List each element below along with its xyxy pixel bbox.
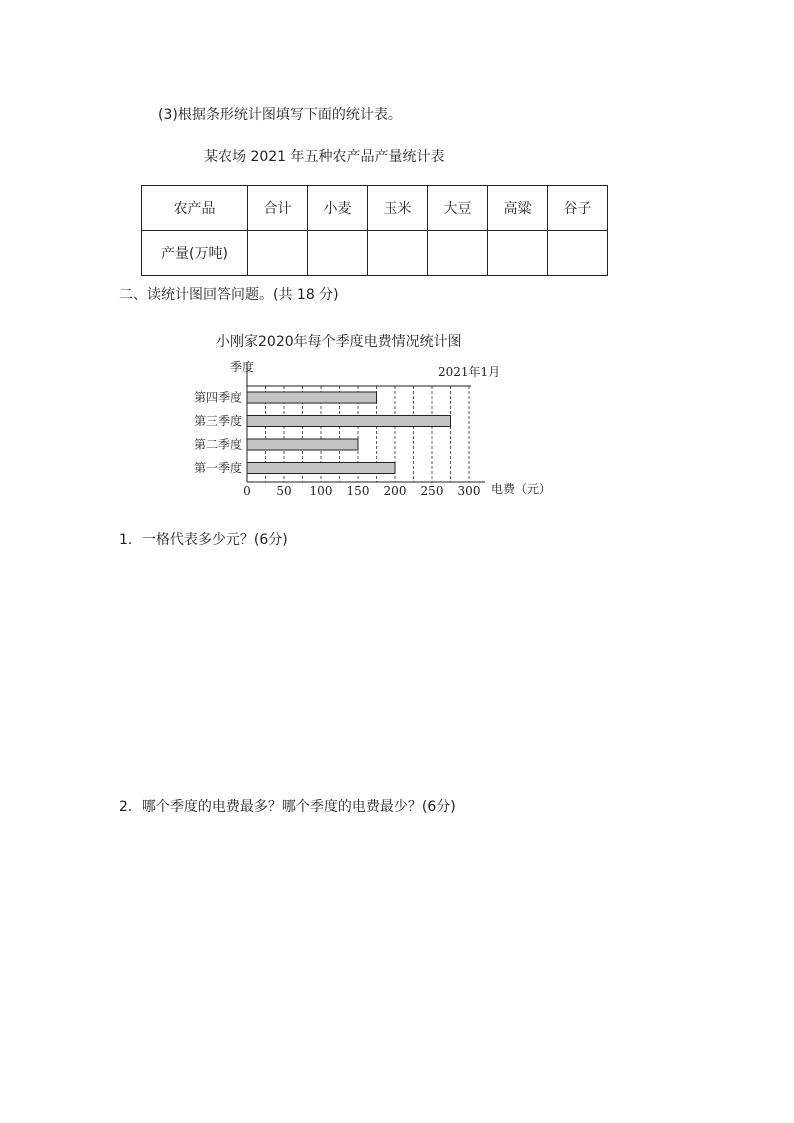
table-header-cell: 高粱 — [488, 186, 548, 231]
chart-title: 小刚家2020年每个季度电费情况统计图 — [216, 334, 462, 350]
x-axis-label: 电费（元） — [491, 482, 552, 496]
category-labels — [194, 390, 242, 476]
table-header-cell: 小麦 — [308, 186, 368, 231]
table-empty-cell — [308, 231, 368, 276]
category-label: 第四季度 — [193, 390, 242, 405]
table-header-row — [142, 186, 608, 231]
table-empty-cell — [428, 231, 488, 276]
table-header-cell: 合计 — [248, 186, 308, 231]
bar — [247, 439, 358, 450]
table-empty-cell — [368, 231, 428, 276]
y-axis-label: 季度 — [229, 360, 255, 374]
question-2-text: 2．哪个季度的电费最多？哪个季度的电费最少？(6分) — [119, 799, 456, 815]
tick-label: 200 — [383, 484, 407, 498]
bars — [247, 392, 451, 474]
table-header-cell: 谷子 — [548, 186, 608, 231]
table-title: 某农场 2021 年五种农产品产量统计表 — [204, 149, 445, 165]
chart-annotation: 2021年1月 — [438, 365, 501, 379]
table-header-cell: 农产品 — [142, 186, 248, 231]
tick-label: 100 — [309, 484, 333, 498]
bar — [247, 392, 377, 403]
table-empty-cell — [548, 231, 608, 276]
stat-table — [141, 185, 608, 276]
table-empty-cell — [248, 231, 308, 276]
tick-label: 0 — [243, 484, 251, 498]
bar-chart — [180, 352, 580, 507]
table-empty-cell — [488, 231, 548, 276]
section-2-heading: 二、读统计图回答问题。(共 18 分) — [119, 287, 339, 303]
category-label: 第三季度 — [193, 414, 242, 428]
question-1-text: 1．一格代表多少元？(6分) — [119, 532, 288, 548]
tick-label: 300 — [457, 484, 481, 498]
table-header-cell: 玉米 — [368, 186, 428, 231]
table-row-label: 产量(万吨) — [142, 231, 248, 276]
tick-labels — [243, 484, 480, 498]
table-header-cell: 大豆 — [428, 186, 488, 231]
tick-label: 50 — [276, 484, 292, 498]
category-label: 第一季度 — [193, 461, 242, 475]
table-data-row — [142, 231, 608, 276]
question-3-text: (3)根据条形统计图填写下面的统计表。 — [158, 107, 402, 123]
bar — [247, 463, 395, 474]
category-label: 第二季度 — [193, 437, 242, 452]
tick-label: 150 — [346, 484, 370, 498]
bar — [247, 416, 451, 427]
tick-label: 250 — [420, 484, 444, 498]
